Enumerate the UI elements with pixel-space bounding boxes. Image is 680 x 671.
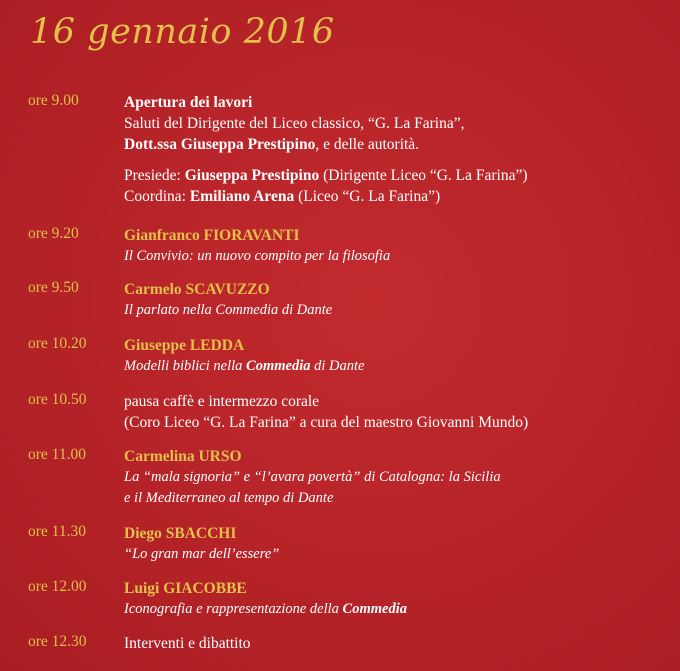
presiede-name: Giuseppa Prestipino <box>184 167 320 184</box>
item-time: ore 11.30 <box>28 523 86 540</box>
speaker-name: Diego SBACCHI <box>124 525 237 542</box>
presiede-rest: (Dirigente Liceo “G. La Farina”) <box>319 167 528 184</box>
item-line: pausa caffè e intermezzo corale <box>124 393 320 410</box>
talk-title: e il Mediterraneo al tempo di Dante <box>124 490 334 506</box>
speaker-name: Carmelo SCAVUZZO <box>124 281 270 298</box>
item-time: ore 10.20 <box>28 335 87 352</box>
talk-title-pre: Modelli biblici nella <box>124 358 247 374</box>
item-time: ore 9.50 <box>28 279 79 296</box>
item-line: (Coro Liceo “G. La Farina” a cura del maestro Giovanni Mundo) <box>124 414 529 431</box>
talk-title-bold: Commedia <box>246 358 311 374</box>
talk-title-pre: Iconografia e rappresentazione della <box>124 601 343 617</box>
item-time: ore 9.00 <box>28 92 79 109</box>
item-heading: Apertura dei lavori <box>124 94 253 111</box>
item-line: Interventi e dibattito <box>124 635 251 652</box>
talk-title-bold: Commedia <box>342 601 407 617</box>
item-time: ore 12.30 <box>28 633 87 650</box>
speaker-name: Giuseppe LEDDA <box>124 337 245 354</box>
item-time: ore 11.00 <box>28 446 86 463</box>
item-time: ore 10.50 <box>28 391 87 408</box>
item-time: ore 9.20 <box>28 225 79 242</box>
talk-title: Il Convivio: un nuovo compito per la filosofia <box>124 248 391 264</box>
coordina-rest: (Liceo “G. La Farina”) <box>294 188 441 205</box>
coordina-label: Coordina: <box>124 188 190 205</box>
speaker-name: Gianfranco FIORAVANTI <box>124 227 300 244</box>
item-name-bold: Dott.ssa Giuseppa Prestipino <box>124 136 316 153</box>
item-line: Saluti del Dirigente del Liceo classico, “G. La Farina”, <box>124 115 465 132</box>
item-line-rest: , e delle autorità. <box>315 136 420 153</box>
page-title: 16 gennaio 2016 <box>30 12 335 52</box>
talk-title: “Lo gran mar dell’essere” <box>124 546 280 562</box>
item-time: ore 12.00 <box>28 578 87 595</box>
talk-title-post: di Dante <box>310 358 365 374</box>
speaker-name: Luigi GIACOBBE <box>124 580 247 597</box>
presiede-label: Presiede: <box>124 167 185 184</box>
speaker-name: Carmelina URSO <box>124 448 242 465</box>
coordina-name: Emiliano Arena <box>189 188 295 205</box>
talk-title: Il parlato nella Commedia di Dante <box>124 302 333 318</box>
talk-title: La “mala signoria” e “l’avara povertà” di Catalogna: la Sicilia <box>124 469 501 485</box>
